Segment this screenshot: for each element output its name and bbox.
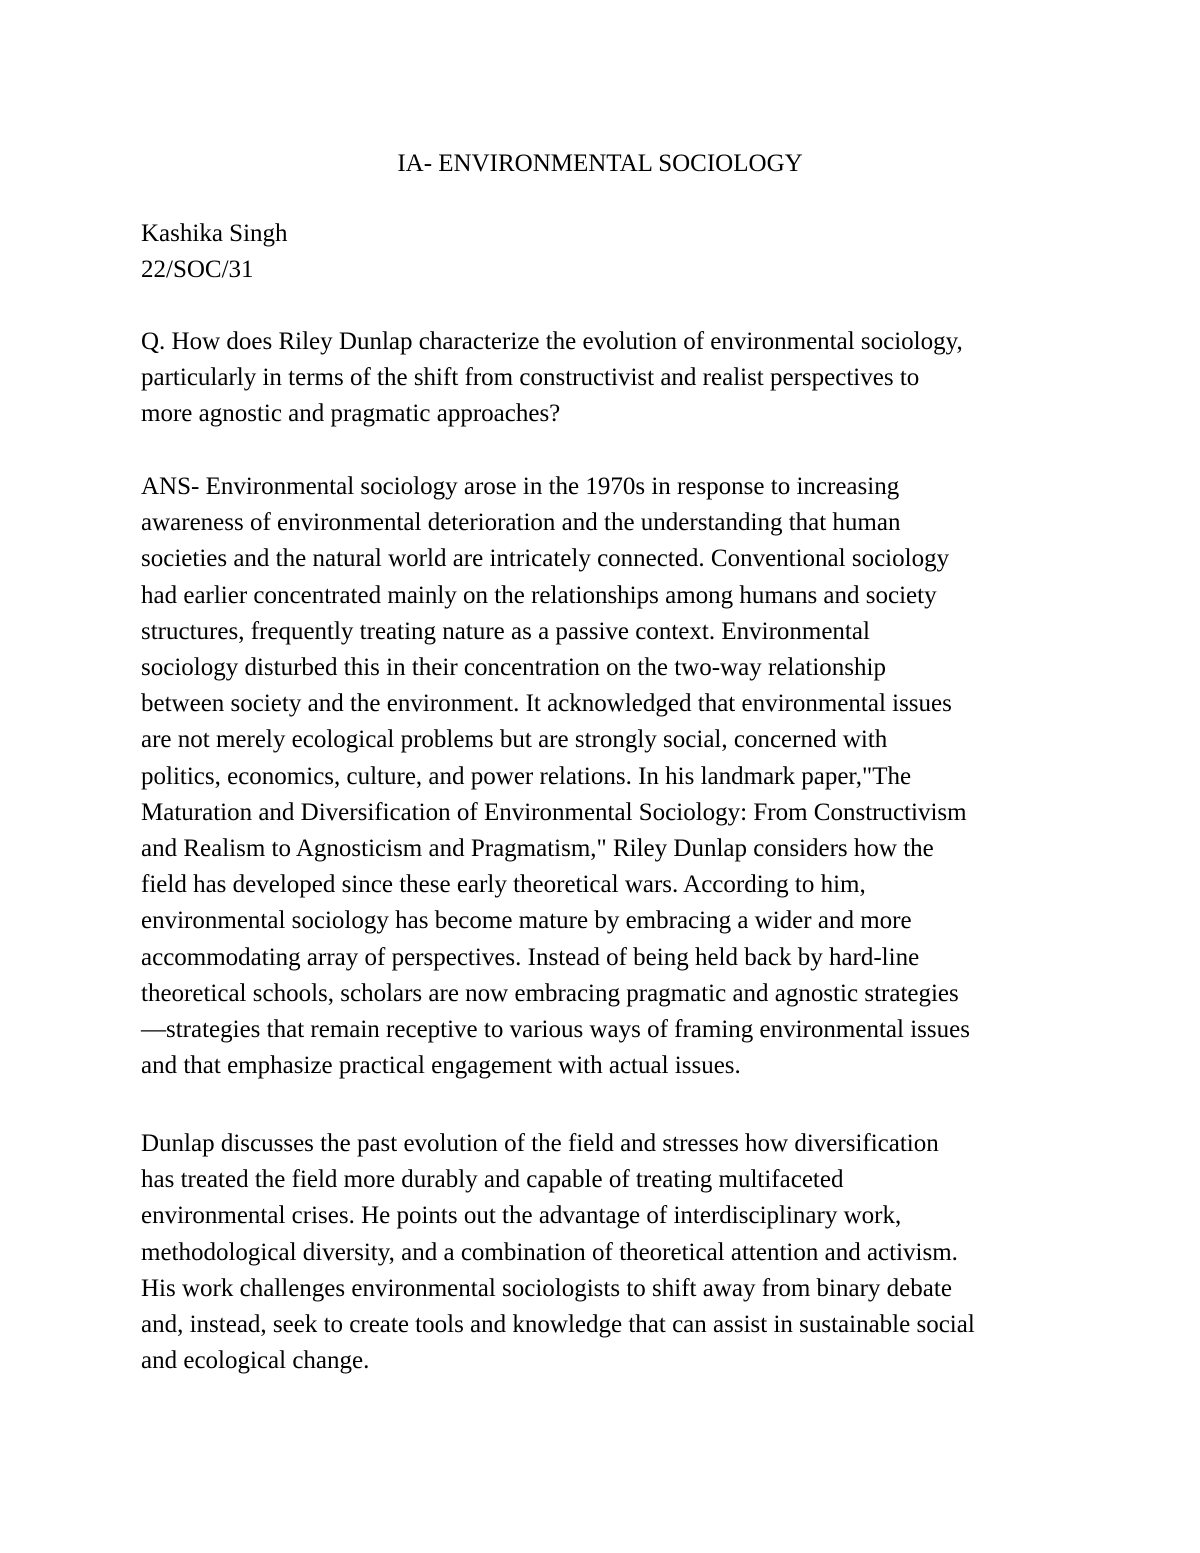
paragraph-line: Dunlap discusses the past evolution of the field and stresses how diversification — [141, 1130, 939, 1157]
answer-line: ANS- Environmental sociology arose in the 1970s in response to increasing — [141, 473, 900, 500]
document-title: IA- ENVIRONMENTAL SOCIOLOGY — [397, 150, 803, 177]
paragraph-line: environmental crises. He points out the advantage of interdisciplinary work, — [141, 1202, 902, 1230]
answer-line: awareness of environmental deterioration and the understanding that human — [141, 509, 901, 537]
answer-line: structures, frequently treating nature as a passive context. Environmental — [141, 617, 870, 645]
question-line: particularly in terms of the shift from constructivist and realist perspectives to — [141, 364, 920, 392]
answer-line: sociology disturbed this in their concentration on the two-way relationship — [141, 654, 886, 682]
answer-line: Maturation and Diversification of Environmental Sociology: From Constructivism — [141, 798, 967, 826]
answer-line: are not merely ecological problems but are strongly social, concerned with — [141, 726, 888, 754]
paragraph-line: and ecological change. — [141, 1347, 370, 1375]
author-block — [141, 216, 1071, 288]
question-line: more agnostic and pragmatic approaches? — [141, 400, 561, 428]
answer-line: societies and the natural world are intricately connected. Conventional sociology — [141, 545, 950, 573]
answer-line: theoretical schools, scholars are now embracing pragmatic and agnostic strategies — [141, 979, 959, 1007]
roll-number: 22/SOC/31 — [141, 256, 254, 284]
paragraph-line: His work challenges environmental sociologists to shift away from binary debate — [141, 1274, 952, 1302]
paragraph-line: has treated the field more durably and capable of treating multifaceted — [141, 1166, 844, 1194]
answer-line: and Realism to Agnosticism and Pragmatism," Riley Dunlap considers how the — [141, 835, 934, 863]
answer-line: between society and the environment. It acknowledged that environmental issues — [141, 690, 952, 718]
answer-line: —strategies that remain receptive to various ways of framing environmental issues — [141, 1016, 970, 1044]
paragraph-line: and, instead, seek to create tools and knowledge that can assist in sustainable social — [141, 1311, 975, 1339]
answer-paragraph — [141, 469, 1071, 1084]
answer-line: field has developed since these early theoretical wars. According to him, — [141, 871, 866, 899]
answer-line: politics, economics, culture, and power relations. In his landmark paper,"The — [141, 762, 912, 790]
question-paragraph — [141, 324, 1071, 433]
author-name: Kashika Singh — [141, 220, 288, 247]
answer-line: environmental sociology has become mature by embracing a wider and more — [141, 907, 912, 935]
question-line: Q. How does Riley Dunlap characterize the evolution of environmental sociology, — [141, 328, 963, 355]
second-paragraph — [141, 1126, 1071, 1379]
answer-line: accommodating array of perspectives. Instead of being held back by hard-line — [141, 943, 920, 971]
answer-line: had earlier concentrated mainly on the relationships among humans and society — [141, 581, 937, 609]
answer-line: and that emphasize practical engagement with actual issues. — [141, 1052, 741, 1080]
paragraph-line: methodological diversity, and a combination of theoretical attention and activism. — [141, 1238, 958, 1266]
